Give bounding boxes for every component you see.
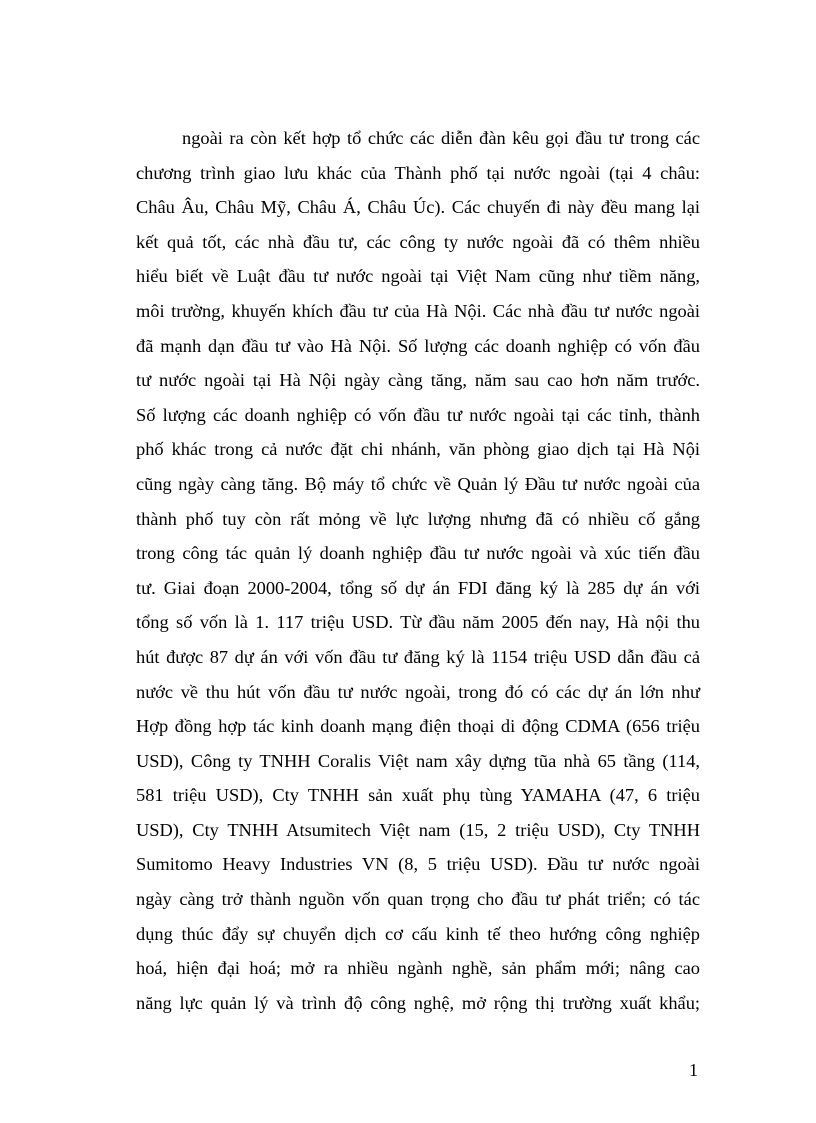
paragraph-line: dụng thúc đẩy sự chuyển dịch cơ cấu kinh tế theo hướng công nghiệp <box>136 923 700 944</box>
paragraph-line: năng lực quản lý và trình độ công nghệ, mở rộng thị trường xuất khẩu; <box>136 992 700 1013</box>
body-paragraph <box>136 121 700 1020</box>
paragraph-line: hiểu biết về Luật đầu tư nước ngoài tại Việt Nam cũng như tiềm năng, <box>136 266 700 287</box>
paragraph-line: ngày càng trở thành nguồn vốn quan trọng cho đầu tư phát triển; có tác <box>136 889 700 910</box>
paragraph-line: cũng ngày càng tăng. Bộ máy tổ chức về Quản lý Đầu tư nước ngoài của <box>136 473 700 494</box>
paragraph-line: tư nước ngoài tại Hà Nội ngày càng tăng, năm sau cao hơn năm trước. <box>136 370 700 391</box>
paragraph-line: tổng số vốn là 1. 117 triệu USD. Từ đầu năm 2005 đến nay, Hà nội thu <box>136 612 700 633</box>
paragraph-line: môi trường, khuyến khích đầu tư của Hà Nội. Các nhà đầu tư nước ngoài <box>136 300 700 321</box>
paragraph-line: tư. Giai đoạn 2000-2004, tổng số dự án FDI đăng ký là 285 dự án với <box>136 577 700 598</box>
paragraph-line: Số lượng các doanh nghiệp có vốn đầu tư nước ngoài tại các tỉnh, thành <box>136 404 700 425</box>
paragraph-line: trong công tác quản lý doanh nghiệp đầu tư nước ngoài và xúc tiến đầu <box>136 543 700 564</box>
paragraph-line: USD), Cty TNHH Atsumitech Việt nam (15, 2 triệu USD), Cty TNHH <box>136 819 700 840</box>
paragraph-line: kết quả tốt, các nhà đầu tư, các công ty nước ngoài đã có thêm nhiều <box>136 231 700 252</box>
page-number: 1 <box>689 1060 698 1080</box>
paragraph-line: đã mạnh dạn đầu tư vào Hà Nội. Số lượng các doanh nghiệp có vốn đầu <box>136 335 700 356</box>
paragraph-line: Sumitomo Heavy Industries VN (8, 5 triệu USD). Đầu tư nước ngoài <box>136 854 700 875</box>
paragraph-line: Châu Âu, Châu Mỹ, Châu Á, Châu Úc). Các chuyến đi này đều mang lại <box>136 197 700 218</box>
paragraph-line: thành phố tuy còn rất mỏng về lực lượng nhưng đã có nhiều cố gắng <box>136 508 700 529</box>
paragraph-line: hút được 87 dự án với vốn đầu tư đăng ký là 1154 triệu USD dẫn đầu cả <box>136 646 700 667</box>
paragraph-line: Hợp đồng hợp tác kinh doanh mạng điện thoại di động CDMA (656 triệu <box>136 716 700 737</box>
paragraph-line: chương trình giao lưu khác của Thành phố tại nước ngoài (tại 4 châu: <box>136 162 700 183</box>
paragraph-line: 581 triệu USD), Cty TNHH sản xuất phụ tùng YAMAHA (47, 6 triệu <box>136 785 700 806</box>
paragraph-line: hoá, hiện đại hoá; mở ra nhiều ngành nghề, sản phẩm mới; nâng cao <box>136 958 700 979</box>
paragraph-line: USD), Công ty TNHH Coralis Việt nam xây dựng tũa nhà 65 tầng (114, <box>136 750 700 771</box>
paragraph-line: ngoài ra còn kết hợp tổ chức các diễn đàn kêu gọi đầu tư trong các <box>182 128 700 148</box>
paragraph-line: nước về thu hút vốn đầu tư nước ngoài, trong đó có các dự án lớn như <box>136 681 700 702</box>
paragraph-line: phố khác trong cả nước đặt chi nhánh, văn phòng giao dịch tại Hà Nội <box>136 439 700 460</box>
